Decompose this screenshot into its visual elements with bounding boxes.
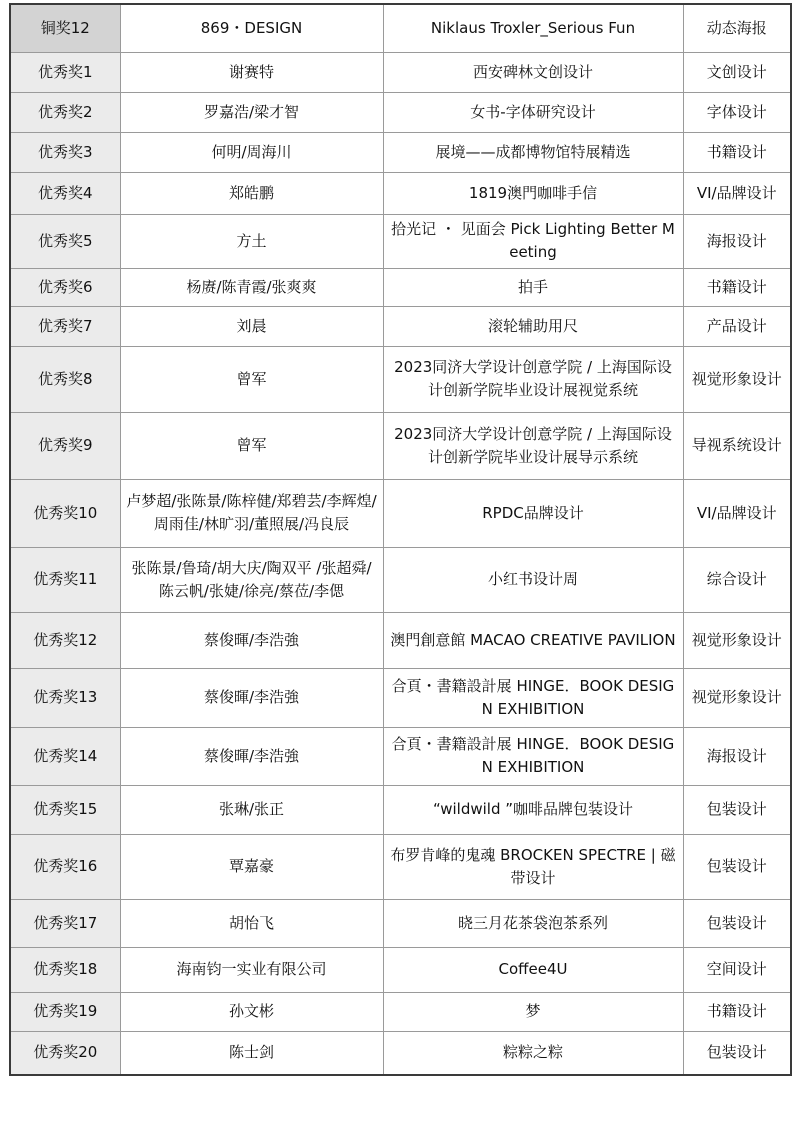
author-cell: 曾军 (120, 412, 383, 479)
award-cell: 优秀奖9 (10, 412, 120, 479)
author-cell: 蔡俊暉/李浩強 (120, 612, 383, 668)
category-cell: 包装设计 (683, 899, 791, 947)
category-cell: 视觉形象设计 (683, 668, 791, 727)
category-cell: 包装设计 (683, 834, 791, 899)
table-row (10, 899, 791, 947)
author-cell: 蔡俊暉/李浩強 (120, 668, 383, 727)
category-cell: 书籍设计 (683, 992, 791, 1031)
category-cell: 导视系统设计 (683, 412, 791, 479)
work-title-cell: 澳門創意館 MACAO CREATIVE PAVILION (383, 612, 683, 668)
award-cell: 优秀奖20 (10, 1031, 120, 1075)
table-row (10, 412, 791, 479)
table-row (10, 612, 791, 668)
category-cell: 产品设计 (683, 306, 791, 346)
author-cell: 郑皓鹏 (120, 172, 383, 214)
author-cell: 谢赛特 (120, 52, 383, 92)
work-title-cell: 滚轮辅助用尺 (383, 306, 683, 346)
award-cell: 优秀奖6 (10, 268, 120, 306)
category-cell: 海报设计 (683, 214, 791, 268)
table-row (10, 268, 791, 306)
table-row (10, 479, 791, 547)
award-cell: 优秀奖4 (10, 172, 120, 214)
category-cell: VI/品牌设计 (683, 172, 791, 214)
category-cell: 包装设计 (683, 785, 791, 834)
author-cell: 曾军 (120, 346, 383, 412)
work-title-cell: 布罗肯峰的鬼魂 BROCKEN SPECTRE | 磁带设计 (383, 834, 683, 899)
award-cell: 优秀奖1 (10, 52, 120, 92)
table-row (10, 947, 791, 992)
category-cell: 视觉形象设计 (683, 346, 791, 412)
author-cell: 张陈景/鲁琦/胡大庆/陶双平 /张超舜/陈云帆/张婕/徐亮/蔡莅/李偲 (120, 547, 383, 612)
table-row (10, 668, 791, 727)
work-title-cell: 合頁・書籍設計展 HINGE．BOOK DESIGN EXHIBITION (383, 668, 683, 727)
table-row (10, 132, 791, 172)
category-cell: 空间设计 (683, 947, 791, 992)
work-title-cell: “wildwild ”咖啡品牌包装设计 (383, 785, 683, 834)
work-title-cell: 女书-字体研究设计 (383, 92, 683, 132)
table-row (10, 4, 791, 52)
work-title-cell: 展境——成都博物馆特展精选 (383, 132, 683, 172)
award-cell: 优秀奖12 (10, 612, 120, 668)
author-cell: 张琳/张正 (120, 785, 383, 834)
award-cell: 优秀奖2 (10, 92, 120, 132)
work-title-cell: Coffee4U (383, 947, 683, 992)
category-cell: 动态海报 (683, 4, 791, 52)
author-cell: 孙文彬 (120, 992, 383, 1031)
work-title-cell: 小红书设计周 (383, 547, 683, 612)
award-cell: 优秀奖15 (10, 785, 120, 834)
author-cell: 蔡俊暉/李浩強 (120, 727, 383, 785)
work-title-cell: 粽粽之粽 (383, 1031, 683, 1075)
author-cell: 杨赓/陈青霞/张爽爽 (120, 268, 383, 306)
table-row (10, 785, 791, 834)
author-cell: 罗嘉浩/梁才智 (120, 92, 383, 132)
award-cell: 优秀奖19 (10, 992, 120, 1031)
author-cell: 卢梦超/张陈景/陈梓健/郑碧芸/李辉煌/周雨佳/林旷羽/董照展/冯良辰 (120, 479, 383, 547)
category-cell: 文创设计 (683, 52, 791, 92)
awards-table (9, 3, 792, 1076)
awards-table-body (10, 4, 791, 1075)
category-cell: 海报设计 (683, 727, 791, 785)
category-cell: 视觉形象设计 (683, 612, 791, 668)
author-cell: 海南钧一实业有限公司 (120, 947, 383, 992)
table-row (10, 306, 791, 346)
category-cell: 综合设计 (683, 547, 791, 612)
work-title-cell: 拾光记 ・ 见面会 Pick Lighting Better Meeting (383, 214, 683, 268)
award-cell: 铜奖12 (10, 4, 120, 52)
award-cell: 优秀奖14 (10, 727, 120, 785)
award-cell: 优秀奖17 (10, 899, 120, 947)
work-title-cell: 拍手 (383, 268, 683, 306)
author-cell: 869・DESIGN (120, 4, 383, 52)
table-row (10, 52, 791, 92)
table-row (10, 547, 791, 612)
author-cell: 方土 (120, 214, 383, 268)
award-cell: 优秀奖10 (10, 479, 120, 547)
work-title-cell: 2023同济大学设计创意学院 / 上海国际设计创新学院毕业设计展视觉系统 (383, 346, 683, 412)
table-row (10, 1031, 791, 1075)
award-cell: 优秀奖11 (10, 547, 120, 612)
award-cell: 优秀奖16 (10, 834, 120, 899)
author-cell: 陈士剑 (120, 1031, 383, 1075)
table-row (10, 172, 791, 214)
award-cell: 优秀奖5 (10, 214, 120, 268)
category-cell: 书籍设计 (683, 268, 791, 306)
award-cell: 优秀奖3 (10, 132, 120, 172)
category-cell: 包装设计 (683, 1031, 791, 1075)
award-cell: 优秀奖13 (10, 668, 120, 727)
author-cell: 何明/周海川 (120, 132, 383, 172)
award-cell: 优秀奖8 (10, 346, 120, 412)
table-row (10, 214, 791, 268)
author-cell: 覃嘉豪 (120, 834, 383, 899)
category-cell: 书籍设计 (683, 132, 791, 172)
work-title-cell: 晓三月花茶袋泡茶系列 (383, 899, 683, 947)
table-row (10, 727, 791, 785)
table-row (10, 346, 791, 412)
work-title-cell: 1819澳門咖啡手信 (383, 172, 683, 214)
work-title-cell: 西安碑林文创设计 (383, 52, 683, 92)
work-title-cell: 合頁・書籍設計展 HINGE．BOOK DESIGN EXHIBITION (383, 727, 683, 785)
table-row (10, 834, 791, 899)
category-cell: 字体设计 (683, 92, 791, 132)
award-cell: 优秀奖18 (10, 947, 120, 992)
work-title-cell: 2023同济大学设计创意学院 / 上海国际设计创新学院毕业设计展导示系统 (383, 412, 683, 479)
author-cell: 刘晨 (120, 306, 383, 346)
work-title-cell: 梦 (383, 992, 683, 1031)
work-title-cell: Niklaus Troxler_Serious Fun (383, 4, 683, 52)
category-cell: VI/品牌设计 (683, 479, 791, 547)
table-row (10, 992, 791, 1031)
author-cell: 胡怡飞 (120, 899, 383, 947)
work-title-cell: RPDC品牌设计 (383, 479, 683, 547)
award-cell: 优秀奖7 (10, 306, 120, 346)
table-row (10, 92, 791, 132)
